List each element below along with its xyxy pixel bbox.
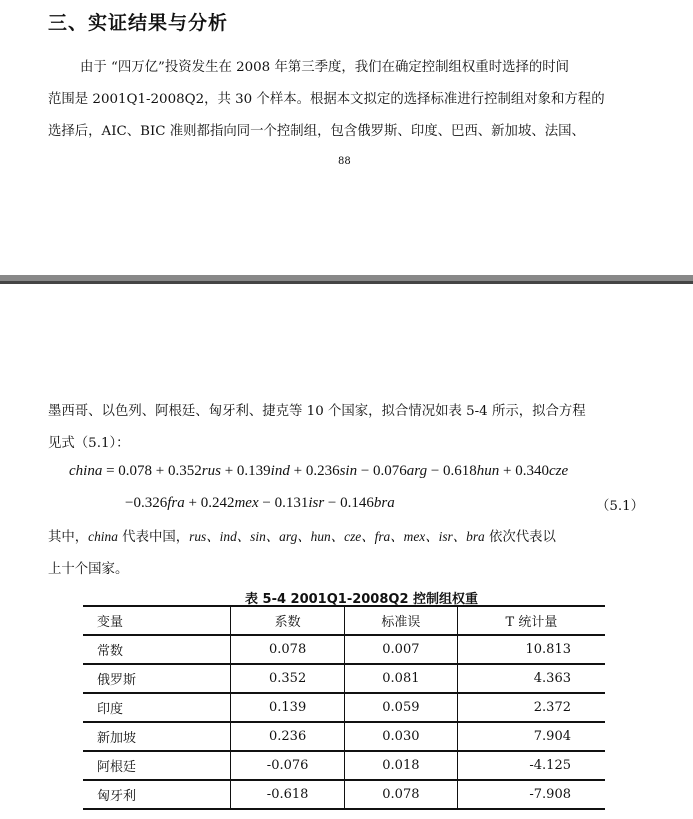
section-heading: 三、实证结果与分析 <box>48 12 229 34</box>
cell-t-stat: 10.813 <box>457 635 605 664</box>
equation-number: （5.1） <box>596 499 645 514</box>
equation-variable: fra <box>167 495 185 511</box>
header-variable: 变量 <box>83 606 231 635</box>
equation-operator: − <box>125 495 134 511</box>
equation-term <box>357 463 427 479</box>
equation-line-1 <box>69 463 568 480</box>
equation-variable: isr <box>308 495 325 511</box>
cell-coefficient: -0.076 <box>231 751 345 780</box>
cell-std-error: 0.007 <box>344 635 457 664</box>
cell-variable: 常数 <box>83 635 231 664</box>
cell-t-stat: -4.125 <box>457 751 605 780</box>
table-row <box>83 693 605 722</box>
equation-lhs: china <box>69 463 103 479</box>
cell-coefficient: 0.139 <box>231 693 345 722</box>
equation-variable: mex <box>234 495 259 511</box>
equation-term <box>259 495 325 511</box>
header-t-stat: T 统计量 <box>457 606 605 635</box>
page-break-divider-line <box>0 281 693 284</box>
cell-std-error: 0.081 <box>344 664 457 693</box>
cell-variable: 匈牙利 <box>83 780 231 809</box>
table-row <box>83 751 605 780</box>
paragraph-2-line-1: 墨西哥、以色列、阿根廷、匈牙利、捷克等 10 个国家，拟合情况如表 5-4 所示，拟合方程 <box>48 404 586 419</box>
equation-operator: + <box>184 495 201 511</box>
page-number: 88 <box>338 156 351 167</box>
equation-coefficient: 0.076 <box>373 463 407 479</box>
cell-t-stat: 7.904 <box>457 722 605 751</box>
equation-coefficient: 0.078 <box>118 463 153 479</box>
equation-variable: ind <box>270 463 290 479</box>
equation-term <box>324 495 395 511</box>
table-header-row <box>83 606 605 635</box>
paragraph-3-vars: rus、ind、sin、arg、hun、cze、fra、mex、isr、bra <box>189 529 485 544</box>
equation-coefficient: 0.146 <box>340 495 374 511</box>
header-std-error: 标准误 <box>344 606 457 635</box>
equation-coefficient: 0.242 <box>200 495 235 511</box>
cell-variable: 印度 <box>83 693 231 722</box>
paragraph-1-line-2: 范围是 2001Q1-2008Q2，共 30 个样本。根据本文拟定的选择标准进行控制组对象和方程的 <box>48 92 605 107</box>
equation-coefficient: 0.618 <box>443 463 477 479</box>
equation-term <box>106 463 152 479</box>
equation-operator: = <box>106 463 119 479</box>
equation-operator: + <box>152 463 169 479</box>
paragraph-1-line-3: 选择后，AIC、BIC 准则都指向同一个控制组，包含俄罗斯、印度、巴西、新加坡、法国、 <box>48 124 585 139</box>
control-weights-table <box>83 605 605 810</box>
equation-operator: + <box>220 463 237 479</box>
paragraph-3-line-1 <box>48 526 556 545</box>
equation-operator: − <box>427 463 444 479</box>
cell-std-error: 0.059 <box>344 693 457 722</box>
equation-term <box>290 463 357 479</box>
equation-term <box>152 463 221 479</box>
cell-t-stat: 2.372 <box>457 693 605 722</box>
cell-std-error: 0.030 <box>344 722 457 751</box>
equation-variable: sin <box>339 463 358 479</box>
cell-std-error: 0.078 <box>344 780 457 809</box>
paragraph-3-line-2: 上十个国家。 <box>48 562 129 577</box>
equation-variable: hun <box>476 463 500 479</box>
equation-variable: cze <box>549 463 569 479</box>
equation-coefficient: 0.131 <box>274 495 309 511</box>
cell-t-stat: -7.908 <box>457 780 605 809</box>
equation-coefficient: 0.139 <box>236 463 271 479</box>
equation-term <box>221 463 290 479</box>
equation-coefficient: 0.352 <box>168 463 202 479</box>
equation-term <box>125 495 185 511</box>
equation-coefficient: 0.236 <box>305 463 340 479</box>
table-caption: 表 5-4 2001Q1-2008Q2 控制组权重 <box>245 592 479 607</box>
cell-coefficient: 0.078 <box>231 635 345 664</box>
cell-variable: 俄罗斯 <box>83 664 231 693</box>
table-row <box>83 664 605 693</box>
paragraph-3-china: china <box>88 529 118 544</box>
table-row <box>83 635 605 664</box>
cell-variable: 阿根廷 <box>83 751 231 780</box>
cell-coefficient: 0.352 <box>231 664 345 693</box>
equation-variable: bra <box>373 495 395 511</box>
table-row <box>83 722 605 751</box>
equation-term <box>185 495 259 511</box>
equation-operator: + <box>499 463 516 479</box>
cell-t-stat: 4.363 <box>457 664 605 693</box>
equation-term <box>427 463 499 479</box>
paragraph-3-prefix: 其中， <box>48 530 89 545</box>
equation-operator: + <box>289 463 306 479</box>
paragraph-3-text-2: 依次代表以 <box>484 530 556 545</box>
equation-operator: − <box>258 495 275 511</box>
equation-coefficient: 0.340 <box>515 463 550 479</box>
paragraph-1-line-1: 由于 “四万亿”投资发生在 2008 年第三季度，我们在确定控制组权重时选择的时间 <box>80 60 570 75</box>
equation-line-2 <box>125 495 395 512</box>
header-coefficient: 系数 <box>231 606 345 635</box>
paragraph-2-line-2: 见式（5.1）： <box>48 436 130 451</box>
table-row <box>83 780 605 809</box>
cell-coefficient: 0.236 <box>231 722 345 751</box>
equation-variable: rus <box>201 463 221 479</box>
cell-std-error: 0.018 <box>344 751 457 780</box>
paragraph-3-text-1: 代表中国， <box>117 530 190 545</box>
equation-variable: arg <box>406 463 428 479</box>
cell-coefficient: -0.618 <box>231 780 345 809</box>
equation-term <box>499 463 568 479</box>
equation-operator: − <box>357 463 374 479</box>
cell-variable: 新加坡 <box>83 722 231 751</box>
equation-coefficient: 0.326 <box>133 495 168 511</box>
equation-operator: − <box>324 495 341 511</box>
